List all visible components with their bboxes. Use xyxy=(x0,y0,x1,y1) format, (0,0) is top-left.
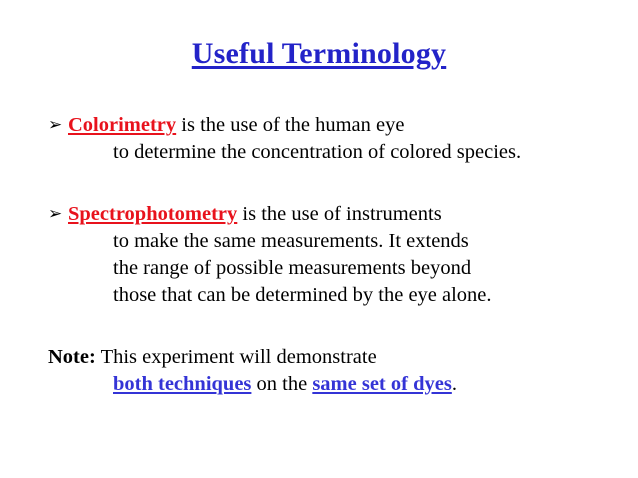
spectrophotometry-definition-start: is the use of instruments xyxy=(237,203,442,225)
spectrophotometry-line-4: those that can be determined by the eye alone. xyxy=(113,284,492,306)
spectrophotometry-line-3: the range of possible measurements beyond xyxy=(113,257,472,279)
spectrophotometry-line-2: to make the same measurements. It extends xyxy=(113,230,469,252)
note-label: Note: xyxy=(48,346,96,368)
note-text: This experiment will demonstrate xyxy=(95,346,377,368)
colorimetry-definition-start: is the use of the human eye xyxy=(176,114,405,136)
term-same-set-of-dyes: same set of dyes xyxy=(312,373,452,395)
note-line-1 xyxy=(48,345,377,369)
bullet-colorimetry xyxy=(48,113,404,137)
term-colorimetry: Colorimetry xyxy=(68,114,177,136)
term-both-techniques: both techniques xyxy=(113,373,252,395)
colorimetry-definition-continued: to determine the concentration of colored species. xyxy=(113,141,522,163)
slide-title: Useful Terminology xyxy=(191,37,447,70)
note-line-2 xyxy=(113,372,457,396)
arrow-bullet-icon: ➢ xyxy=(48,204,63,224)
note-connector: on the xyxy=(251,373,313,395)
bullet-spectrophotometry xyxy=(48,202,442,226)
term-spectrophotometry: Spectrophotometry xyxy=(68,203,238,225)
arrow-bullet-icon: ➢ xyxy=(48,115,63,135)
note-ending: . xyxy=(451,373,457,395)
